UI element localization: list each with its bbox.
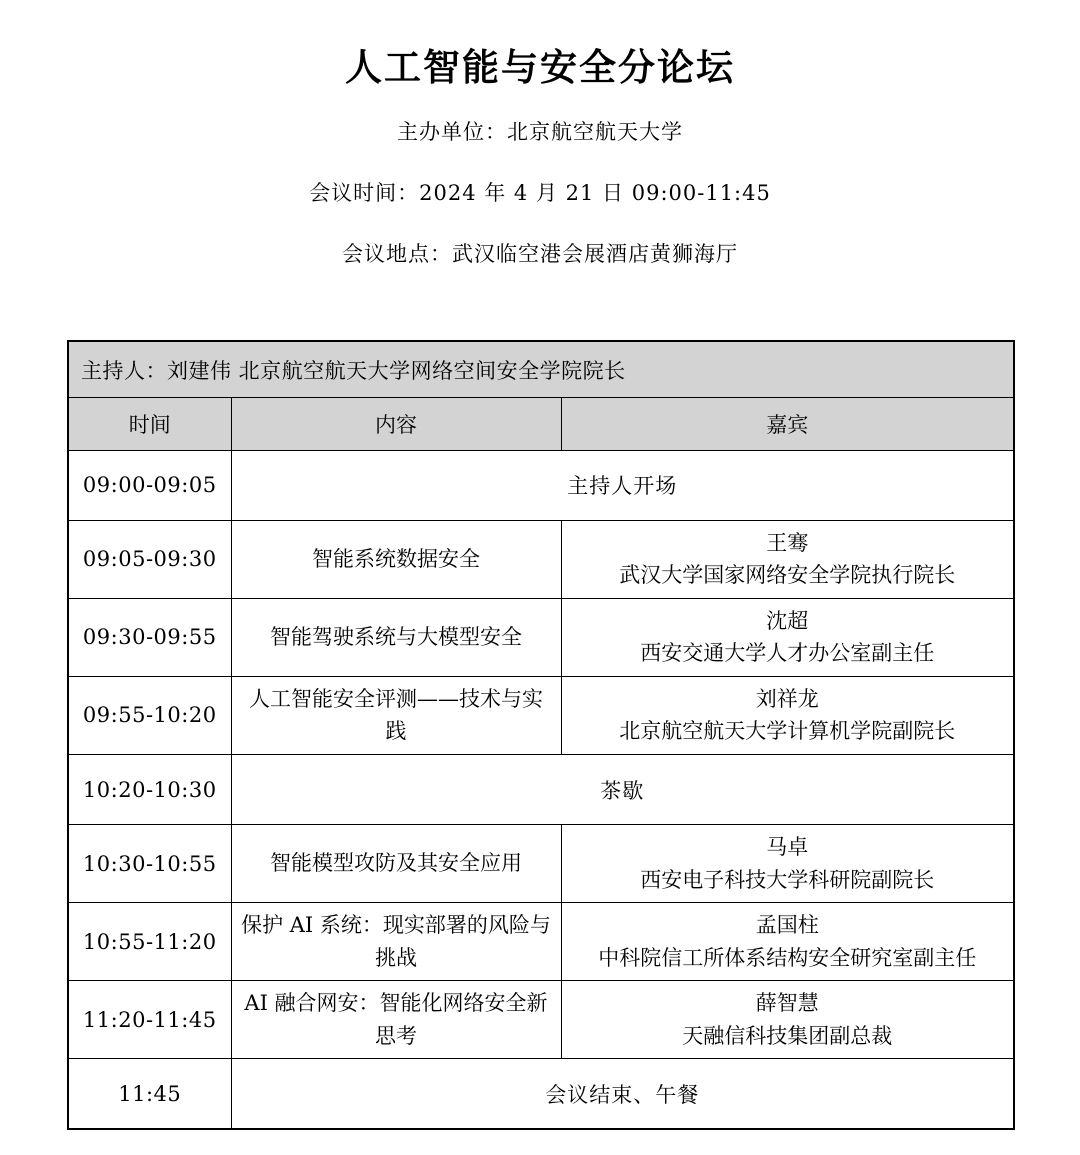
content-cell: 智能系统数据安全 — [231, 520, 561, 598]
time-cell: 11:45 — [68, 1059, 231, 1129]
table-row — [68, 676, 1014, 754]
guest-name: 王骞 — [766, 530, 809, 555]
time-cell: 09:55-10:20 — [68, 676, 231, 754]
guest-name: 沈超 — [766, 608, 809, 633]
moderator-row — [68, 341, 1014, 397]
column-header-guest: 嘉宾 — [561, 397, 1014, 450]
content-cell: 茶歇 — [231, 755, 1014, 825]
guest-title: 西安交通大学人才办公室副主任 — [640, 641, 935, 666]
guest-title: 天融信科技集团副总裁 — [682, 1023, 893, 1048]
time-cell: 11:20-11:45 — [68, 981, 231, 1059]
guest-name: 薛智慧 — [755, 991, 819, 1016]
table-row — [68, 598, 1014, 676]
content-cell: 人工智能安全评测——技术与实践 — [231, 676, 561, 754]
guest-cell — [561, 981, 1014, 1059]
table-row — [68, 450, 1014, 520]
organizer-line: 主办单位：北京航空航天大学 — [397, 120, 683, 145]
table-row — [68, 825, 1014, 903]
guest-title: 北京航空航天大学计算机学院副院长 — [619, 719, 956, 744]
meeting-time-line: 会议时间：2024 年 4 月 21 日 09:00-11:45 — [309, 181, 771, 206]
time-cell: 09:05-09:30 — [68, 520, 231, 598]
guest-name: 刘祥龙 — [755, 686, 819, 711]
schedule-body — [68, 450, 1014, 1129]
meeting-location-line: 会议地点：武汉临空港会展酒店黄狮海厅 — [342, 242, 738, 267]
table-row — [68, 1059, 1014, 1129]
guest-cell — [561, 676, 1014, 754]
guest-cell — [561, 520, 1014, 598]
content-cell: 智能驾驶系统与大模型安全 — [231, 598, 561, 676]
guest-cell — [561, 903, 1014, 981]
column-header-time: 时间 — [68, 397, 231, 450]
guest-title: 中科院信工所体系结构安全研究室副主任 — [598, 945, 977, 970]
time-cell: 10:55-11:20 — [68, 903, 231, 981]
table-row — [68, 755, 1014, 825]
time-cell: 09:00-09:05 — [68, 450, 231, 520]
table-row — [68, 903, 1014, 981]
guest-name: 孟国柱 — [755, 913, 819, 938]
guest-title: 西安电子科技大学科研院副院长 — [640, 867, 935, 892]
time-cell: 09:30-09:55 — [68, 598, 231, 676]
content-cell: 主持人开场 — [231, 450, 1014, 520]
guest-cell — [561, 825, 1014, 903]
content-cell: 智能模型攻防及其安全应用 — [231, 825, 561, 903]
time-cell: 10:20-10:30 — [68, 755, 231, 825]
column-header-row — [68, 397, 1014, 450]
guest-cell — [561, 598, 1014, 676]
content-cell: 会议结束、午餐 — [231, 1059, 1014, 1129]
table-row — [68, 981, 1014, 1059]
column-header-content: 内容 — [231, 397, 561, 450]
guest-title: 武汉大学国家网络安全学院执行院长 — [619, 563, 956, 588]
page-title: 人工智能与安全分论坛 — [345, 45, 735, 89]
guest-name: 马卓 — [766, 835, 809, 860]
schedule-table — [67, 340, 1015, 1130]
content-cell: 保护 AI 系统：现实部署的风险与挑战 — [231, 903, 561, 981]
moderator-text: 主持人：刘建伟 北京航空航天大学网络空间安全学院院长 — [68, 341, 1014, 397]
table-row — [68, 520, 1014, 598]
time-cell: 10:30-10:55 — [68, 825, 231, 903]
content-cell: AI 融合网安：智能化网络安全新思考 — [231, 981, 561, 1059]
